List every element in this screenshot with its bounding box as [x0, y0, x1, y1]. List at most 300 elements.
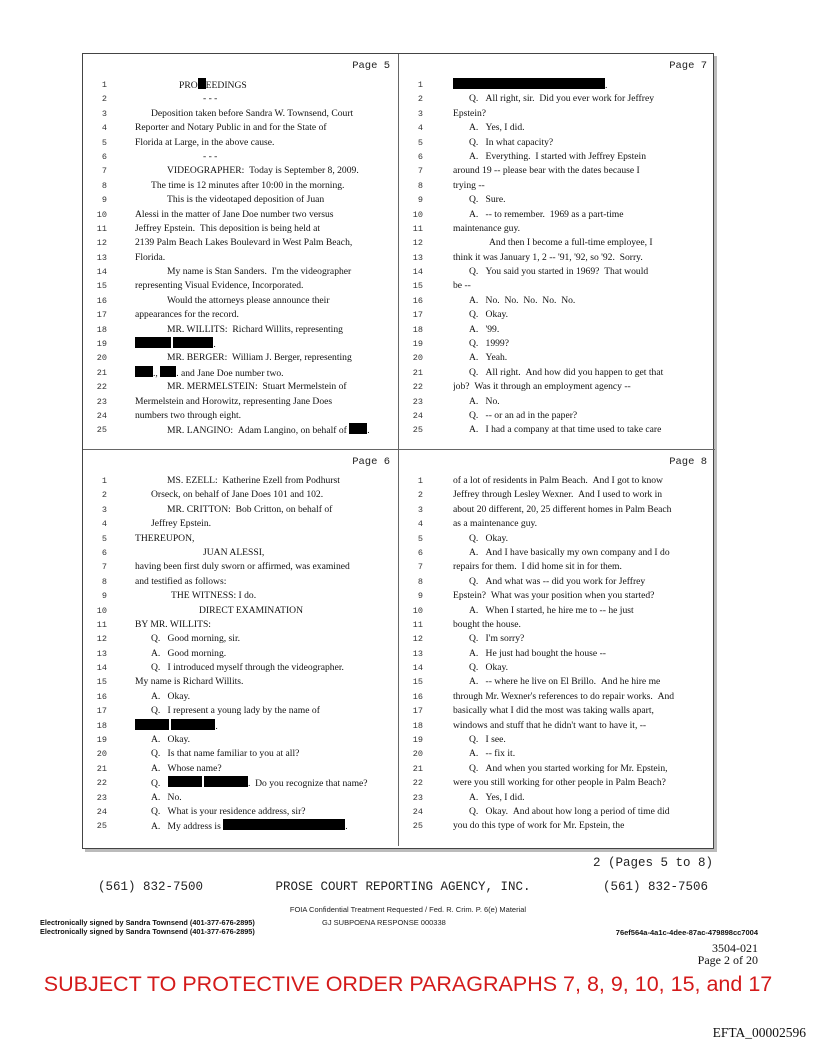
transcript-line [83, 193, 398, 207]
line-text: . [135, 337, 396, 352]
transcript-line [83, 222, 398, 236]
transcript-line [399, 675, 715, 689]
transcript-line [399, 704, 715, 718]
line-number: 8 [417, 576, 423, 587]
line-number: 16 [96, 691, 107, 702]
line-number: 3 [417, 504, 423, 515]
line-number: 4 [417, 519, 423, 530]
transcript-line [399, 661, 715, 675]
line-number: 18 [412, 324, 423, 335]
line-number: 2 [101, 490, 107, 501]
line-text: MR. LANGINO: Adam Langino, on behalf of . [167, 425, 370, 437]
transcript-line [399, 78, 715, 92]
transcript-line [399, 279, 715, 293]
transcript-line [83, 690, 398, 704]
line-text: Q. In what capacity? [469, 136, 554, 148]
page-label: Page 6 [352, 456, 390, 468]
transcript-line [399, 488, 715, 502]
line-number: 3 [101, 504, 107, 515]
line-text: Q. And when you started working for Mr. Epstein, [469, 762, 668, 774]
line-number: 1 [417, 476, 423, 486]
transcript-line [399, 618, 715, 632]
line-number: 15 [412, 281, 423, 292]
line-text: Q. And what was -- did you work for Jeffrey [469, 575, 646, 587]
line-text: PRO EEDINGS [179, 80, 247, 91]
line-text: job? Was it through an employment agency -- [453, 381, 631, 393]
redaction-box [171, 719, 215, 730]
line-number: 22 [96, 382, 107, 393]
line-text: A. Everything. I started with Jeffrey Epstein [469, 150, 646, 162]
line-text: VIDEOGRAPHER: Today is September 8, 2009. [167, 165, 359, 177]
transcript-line [83, 546, 398, 560]
transcript-line [399, 604, 715, 618]
line-text: A. Whose name? [151, 762, 222, 774]
line-number: 18 [412, 720, 423, 731]
transcript-line [83, 409, 398, 423]
transcript-line [83, 618, 398, 632]
line-number: 9 [101, 591, 107, 602]
line-text: Q. 1999? [469, 338, 509, 350]
page-label: Page 8 [669, 456, 707, 468]
gj-subpoena-notice: GJ SUBPOENA RESPONSE 000338 [322, 918, 446, 927]
line-number: 18 [96, 720, 107, 731]
transcript-line [399, 222, 715, 236]
line-text: representing Visual Evidence, Incorporated. [135, 280, 304, 292]
line-text: Q. Is that name familiar to you at all? [151, 748, 300, 760]
line-number: 6 [101, 151, 107, 162]
line-text: THE WITNESS: I do. [171, 590, 257, 602]
transcript-line [83, 762, 398, 776]
page-label: Page 7 [669, 60, 707, 72]
line-text: maintenance guy. [453, 222, 521, 234]
transcript-page-7 [399, 54, 715, 450]
line-text: MR. MERMELSTEIN: Stuart Mermelstein of [167, 381, 347, 393]
line-text: appearances for the record. [135, 309, 239, 321]
page-of: Page 2 of 20 [697, 953, 758, 967]
line-number: 24 [412, 410, 423, 421]
line-number: 8 [101, 180, 107, 191]
line-text: basically what I did the most was taking walls apart, [453, 705, 654, 717]
doc-id: 3504-021 [712, 941, 758, 955]
transcript-line [399, 690, 715, 704]
line-text: A. And I have basically my own company and I do [469, 546, 670, 558]
line-text: Q. I introduced myself through the videographer. [151, 662, 344, 674]
transcript-line [83, 532, 398, 546]
redaction-box [349, 423, 367, 434]
transcript-line [399, 150, 715, 164]
transcript-line [399, 294, 715, 308]
transcript-line [83, 661, 398, 675]
phone-right: (561) 832-7506 [602, 880, 708, 894]
line-text: A. -- where he live on El Brillo. And he hire me [469, 676, 661, 688]
line-text: you do this type of work for Mr. Epstein, the [453, 820, 625, 832]
transcript-line [83, 323, 398, 337]
redaction-box [135, 719, 169, 730]
line-text: ., . and Jane Doe number two. [135, 366, 396, 381]
line-number: 9 [417, 591, 423, 602]
line-number: 6 [417, 151, 423, 162]
transcript-page-8 [399, 450, 715, 846]
line-text: MS. EZELL: Katherine Ezell from Podhurst [167, 475, 340, 486]
line-number: 19 [412, 735, 423, 746]
line-text: Q. I'm sorry? [469, 633, 525, 645]
transcript-line [83, 719, 398, 733]
transcript-line [83, 747, 398, 761]
agency-line [98, 880, 708, 894]
line-number: 17 [412, 310, 423, 321]
line-number: 22 [96, 778, 107, 789]
line-number: 16 [412, 691, 423, 702]
transcript-line [83, 517, 398, 531]
line-text: Q. What is your residence address, sir? [151, 805, 306, 817]
transcript-line [83, 92, 398, 106]
transcript-line [399, 395, 715, 409]
line-number: 13 [96, 252, 107, 263]
line-number: 17 [412, 706, 423, 717]
transcript-line [399, 208, 715, 222]
line-number: 1 [101, 80, 107, 90]
line-text: Q. You said you started in 1969? That would [469, 266, 649, 278]
line-text: - - - [203, 93, 218, 105]
transcript-line [83, 575, 398, 589]
line-text: A. No. No. No. No. No. [469, 294, 576, 306]
line-number: 21 [412, 367, 423, 378]
line-text: Q. -- or an ad in the paper? [469, 409, 578, 421]
transcript-line [83, 179, 398, 193]
line-number: 22 [412, 382, 423, 393]
line-number: 23 [412, 792, 423, 803]
line-text: And then I become a full-time employee, I [489, 237, 653, 249]
line-text: A. '99. [469, 323, 500, 335]
line-text: Q. All right. And how did you happen to get that [469, 366, 664, 378]
transcript-line [83, 675, 398, 689]
transcript-line [83, 632, 398, 646]
line-number: 18 [96, 324, 107, 335]
transcript-line [83, 150, 398, 164]
line-number: 1 [417, 80, 423, 90]
transcript-line [83, 423, 398, 437]
line-number: 2 [101, 94, 107, 105]
transcript-line [83, 395, 398, 409]
line-number: 22 [412, 778, 423, 789]
line-number: 21 [96, 763, 107, 774]
line-number: 19 [96, 339, 107, 350]
line-number: 14 [412, 663, 423, 674]
line-text: be -- [453, 280, 471, 292]
line-text: Q. Okay. [469, 662, 509, 674]
line-text: about 20 different, 20, 25 different homes in Palm Beach [453, 503, 672, 515]
line-number: 3 [417, 108, 423, 119]
line-number: 2 [417, 490, 423, 501]
redaction-box [160, 366, 176, 377]
line-text: MR. BERGER: William J. Berger, representing [167, 352, 352, 364]
line-number: 5 [101, 137, 107, 148]
line-number: 13 [96, 648, 107, 659]
line-number: 4 [417, 123, 423, 134]
transcript-line [399, 351, 715, 365]
line-text: A. Okay. [151, 734, 191, 746]
document-number [698, 942, 758, 966]
transcript-line [399, 776, 715, 790]
redaction-box [135, 337, 171, 348]
line-text: This is the videotaped deposition of Juan [167, 194, 325, 206]
line-text: bought the house. [453, 618, 521, 630]
transcript-line [399, 517, 715, 531]
line-text: Orseck, on behalf of Jane Does 101 and 102. [151, 489, 324, 501]
transcript-line [83, 279, 398, 293]
transcript-line [399, 136, 715, 150]
line-number: 11 [412, 619, 423, 630]
transcript-line [399, 762, 715, 776]
protective-order-stamp: SUBJECT TO PROTECTIVE ORDER PARAGRAPHS 7, 8, 9, 10, 15, and 17 [43, 972, 773, 996]
line-number: 20 [412, 353, 423, 364]
transcript-line [399, 380, 715, 394]
line-text: around 19 -- please bear with the dates because I [453, 165, 640, 177]
efta-number: EFTA_00002596 [712, 1025, 806, 1040]
transcript-line [399, 308, 715, 322]
transcript-line [83, 647, 398, 661]
transcript-line [399, 791, 715, 805]
line-number: 20 [96, 353, 107, 364]
transcript-line [399, 747, 715, 761]
line-text: Jeffrey through Lesley Wexner. And I used to work in [453, 489, 663, 501]
transcript-line [83, 208, 398, 222]
line-number: 5 [417, 137, 423, 148]
line-number: 21 [412, 763, 423, 774]
transcript-line [399, 819, 715, 833]
line-number: 13 [412, 648, 423, 659]
line-text: repairs for them. I did home sit in for them. [453, 561, 622, 573]
line-text: - - - [203, 150, 218, 162]
line-text: Q. Okay. And about how long a period of time did [469, 805, 670, 817]
line-text: MR. CRITTON: Bob Critton, on behalf of [167, 503, 333, 515]
line-number: 19 [412, 339, 423, 350]
line-number: 25 [96, 425, 107, 436]
line-text: . [135, 719, 396, 734]
transcript-lines [83, 474, 398, 834]
transcript-grid [82, 53, 714, 849]
line-text: My name is Richard Willits. [135, 676, 244, 688]
transcript-lines [399, 474, 715, 834]
foia-notice: FOIA Confidential Treatment Requested / Fed. R. Crim. P. 6(e) Material [289, 905, 527, 914]
line-number: 14 [96, 663, 107, 674]
phone-left: (561) 832-7500 [98, 880, 204, 894]
esignature-line-2: Electronically signed by Sandra Townsend (401-377-676-2895) [40, 927, 255, 936]
line-text: Q. Okay. [469, 309, 509, 321]
line-number: 7 [417, 562, 423, 573]
transcript-lines [399, 78, 715, 438]
line-number: 4 [101, 123, 107, 134]
transcript-line [83, 366, 398, 380]
line-text: MR. WILLITS: Richard Willits, representing [167, 323, 343, 335]
line-number: 24 [96, 410, 107, 421]
transcript-line [83, 351, 398, 365]
line-number: 7 [101, 166, 107, 177]
redaction-box [198, 78, 206, 89]
transcript-line [83, 294, 398, 308]
line-text: My name is Stan Sanders. I'm the videographer [167, 266, 352, 278]
transcript-line [83, 308, 398, 322]
line-text: A. Yes, I did. [469, 791, 525, 803]
transcript-line [83, 589, 398, 603]
line-text: think it was January 1, 2 -- '91, '92, so '92. Sorry. [453, 251, 643, 263]
line-text: A. I had a company at that time used to take care [469, 424, 662, 436]
line-text: trying -- [453, 179, 485, 191]
line-number: 20 [96, 749, 107, 760]
transcript-line [83, 704, 398, 718]
transcript-line [399, 503, 715, 517]
redaction-box [453, 78, 605, 89]
line-number: 14 [412, 267, 423, 278]
line-text: A. No. [151, 791, 182, 803]
line-text: Epstein? [453, 107, 487, 119]
line-number: 14 [96, 267, 107, 278]
redaction-box [173, 337, 213, 348]
line-number: 11 [412, 223, 423, 234]
line-number: 9 [417, 195, 423, 206]
transcript-line [399, 121, 715, 135]
transcript-line [399, 632, 715, 646]
transcript-line [399, 733, 715, 747]
transcript-page-5 [83, 54, 399, 450]
line-text: Q. I see. [469, 734, 506, 746]
transcript-line [399, 193, 715, 207]
line-number: 15 [412, 677, 423, 688]
line-text: A. -- to remember. 1969 as a part-time [469, 208, 624, 220]
transcript-line [399, 719, 715, 733]
transcript-lines [83, 78, 398, 438]
line-number: 23 [96, 792, 107, 803]
line-text: JUAN ALESSI, [203, 546, 265, 558]
line-number: 10 [412, 605, 423, 616]
line-number: 9 [101, 195, 107, 206]
line-text: numbers two through eight. [135, 409, 242, 421]
transcript-line [399, 575, 715, 589]
line-number: 5 [101, 533, 107, 544]
line-number: 10 [96, 605, 107, 616]
line-text: A. -- fix it. [469, 748, 516, 760]
line-number: 24 [412, 806, 423, 817]
line-number: 25 [412, 425, 423, 436]
line-text: Q. I represent a young lady by the name of [151, 705, 320, 717]
line-number: 11 [96, 223, 107, 234]
line-text: A. My address is . [151, 821, 348, 833]
line-number: 25 [96, 821, 107, 832]
transcript-line [83, 474, 398, 488]
redaction-box [168, 776, 202, 787]
line-text: Q. Good morning, sir. [151, 633, 241, 645]
line-number: 17 [96, 310, 107, 321]
transcript-line [83, 604, 398, 618]
line-text: having been first duly sworn or affirmed, was examined [135, 561, 350, 573]
line-number: 6 [417, 547, 423, 558]
line-number: 10 [96, 209, 107, 220]
line-text: Q. Okay. [469, 532, 509, 544]
transcript-line [399, 546, 715, 560]
transcript-line [83, 560, 398, 574]
line-text: DIRECT EXAMINATION [199, 604, 304, 616]
redaction-box [223, 819, 345, 830]
line-text: as a maintenance guy. [453, 518, 538, 530]
line-text: Q. All right, sir. Did you ever work for Jeffrey [469, 93, 654, 105]
line-text: 2139 Palm Beach Lakes Boulevard in West Palm Beach, [135, 237, 353, 249]
page-label: Page 5 [352, 60, 390, 72]
transcript-line [83, 488, 398, 502]
transcript-line [83, 107, 398, 121]
line-text: The time is 12 minutes after 10:00 in the morning. [151, 179, 345, 191]
transcript-line [83, 776, 398, 790]
line-text: A. No. [469, 395, 500, 407]
agency-name: PROSE COURT REPORTING AGENCY, INC. [275, 880, 531, 894]
transcript-line [399, 589, 715, 603]
line-number: 23 [96, 396, 107, 407]
line-text: . [453, 78, 713, 93]
line-number: 13 [412, 252, 423, 263]
transcript-line [399, 265, 715, 279]
line-text: Jeffrey Epstein. This deposition is being held at [135, 222, 321, 234]
transcript-line [83, 251, 398, 265]
line-number: 16 [96, 295, 107, 306]
transcript-line [399, 323, 715, 337]
line-number: 15 [96, 281, 107, 292]
line-text: A. He just had bought the house -- [469, 647, 606, 659]
transcript-line [83, 733, 398, 747]
transcript-line [83, 136, 398, 150]
transcript-line [399, 560, 715, 574]
line-number: 11 [96, 619, 107, 630]
line-number: 7 [417, 166, 423, 177]
line-number: 25 [412, 821, 423, 832]
line-number: 10 [412, 209, 423, 220]
line-number: 21 [96, 367, 107, 378]
line-text: THEREUPON, [135, 532, 195, 544]
line-number: 17 [96, 706, 107, 717]
line-text: were you still working for other people in Palm Beach? [453, 777, 666, 789]
line-number: 7 [101, 562, 107, 573]
transcript-line [399, 337, 715, 351]
line-number: 8 [101, 576, 107, 587]
transcript-line [399, 474, 715, 488]
line-number: 20 [412, 749, 423, 760]
line-number: 2 [417, 94, 423, 105]
redaction-box [135, 366, 153, 377]
transcript-line [83, 791, 398, 805]
line-text: A. When I started, he hire me to -- he just [469, 604, 634, 616]
line-number: 24 [96, 806, 107, 817]
transcript-line [399, 107, 715, 121]
transcript-line [399, 423, 715, 437]
line-number: 12 [412, 238, 423, 249]
esignature-line-1: Electronically signed by Sandra Townsend (401-377-676-2895) [40, 918, 255, 927]
line-number: 23 [412, 396, 423, 407]
transcript-line [83, 805, 398, 819]
transcript-line [399, 805, 715, 819]
line-text: A. Yeah. [469, 352, 508, 364]
line-text: and testified as follows: [135, 575, 227, 587]
transcript-line [83, 78, 398, 92]
transcript-line [83, 164, 398, 178]
line-text: Q. Sure. [469, 194, 506, 206]
transcript-line [399, 366, 715, 380]
redaction-box [204, 776, 248, 787]
transcript-line [83, 265, 398, 279]
line-number: 19 [96, 735, 107, 746]
transcript-page-6 [83, 450, 399, 846]
transcript-line [399, 532, 715, 546]
line-text: A. Yes, I did. [469, 122, 525, 134]
transcript-line [399, 236, 715, 250]
transcript-line [399, 92, 715, 106]
